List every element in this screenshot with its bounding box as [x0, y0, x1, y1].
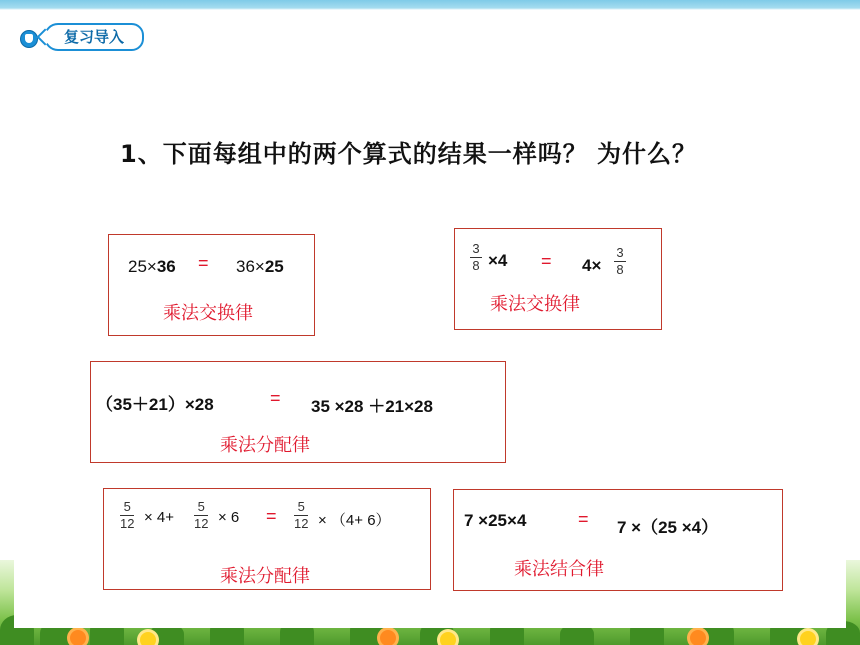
g3-law: 乘法分配律 [220, 435, 310, 456]
section-badge-label: 复习导入 [44, 23, 144, 51]
g2-fraction-left: 3 8 [470, 242, 482, 273]
group-box-5 [453, 489, 783, 591]
g1-left-expr: 25×36 [128, 257, 176, 276]
badge-bullet-icon [20, 30, 38, 48]
g5-equals: = [578, 509, 589, 529]
g2-law: 乘法交换律 [490, 294, 580, 315]
g4-fraction-1: 5 12 [120, 499, 135, 531]
question-title: 1、下面每组中的两个算式的结果一样吗？ 为什么？ [120, 140, 698, 168]
g1-law: 乘法交换律 [163, 303, 253, 324]
g3-equals: = [270, 388, 281, 408]
g1-equals: = [198, 253, 209, 273]
g4-mid-1: × 4+ [144, 509, 175, 526]
g4-fraction-3: 5 12 [294, 499, 309, 531]
g4-equals: = [266, 506, 277, 526]
g4-mid-2: × 6 [218, 509, 240, 526]
g4-fraction-2: 5 12 [194, 499, 209, 531]
g5-law: 乘法结合律 [514, 559, 604, 580]
g2-equals: = [541, 251, 552, 271]
section-badge [20, 22, 148, 54]
g1-right-expr: 36×25 [236, 257, 284, 276]
g5-right-expr: 7 ×（25 ×4） [617, 518, 719, 537]
g2-left-expr: ×4 [488, 251, 508, 270]
g5-left-expr: 7 ×25×4 [464, 511, 527, 530]
g2-right-expr: 4× [582, 256, 602, 275]
g3-left-expr: （35＋21）×28 [96, 395, 214, 414]
g4-law: 乘法分配律 [220, 566, 310, 587]
g3-right-expr: 35 ×28 ＋21×28 [311, 397, 433, 416]
g4-right-expr: × （4+ 6） [318, 512, 391, 529]
g2-fraction-right: 3 8 [614, 246, 626, 277]
